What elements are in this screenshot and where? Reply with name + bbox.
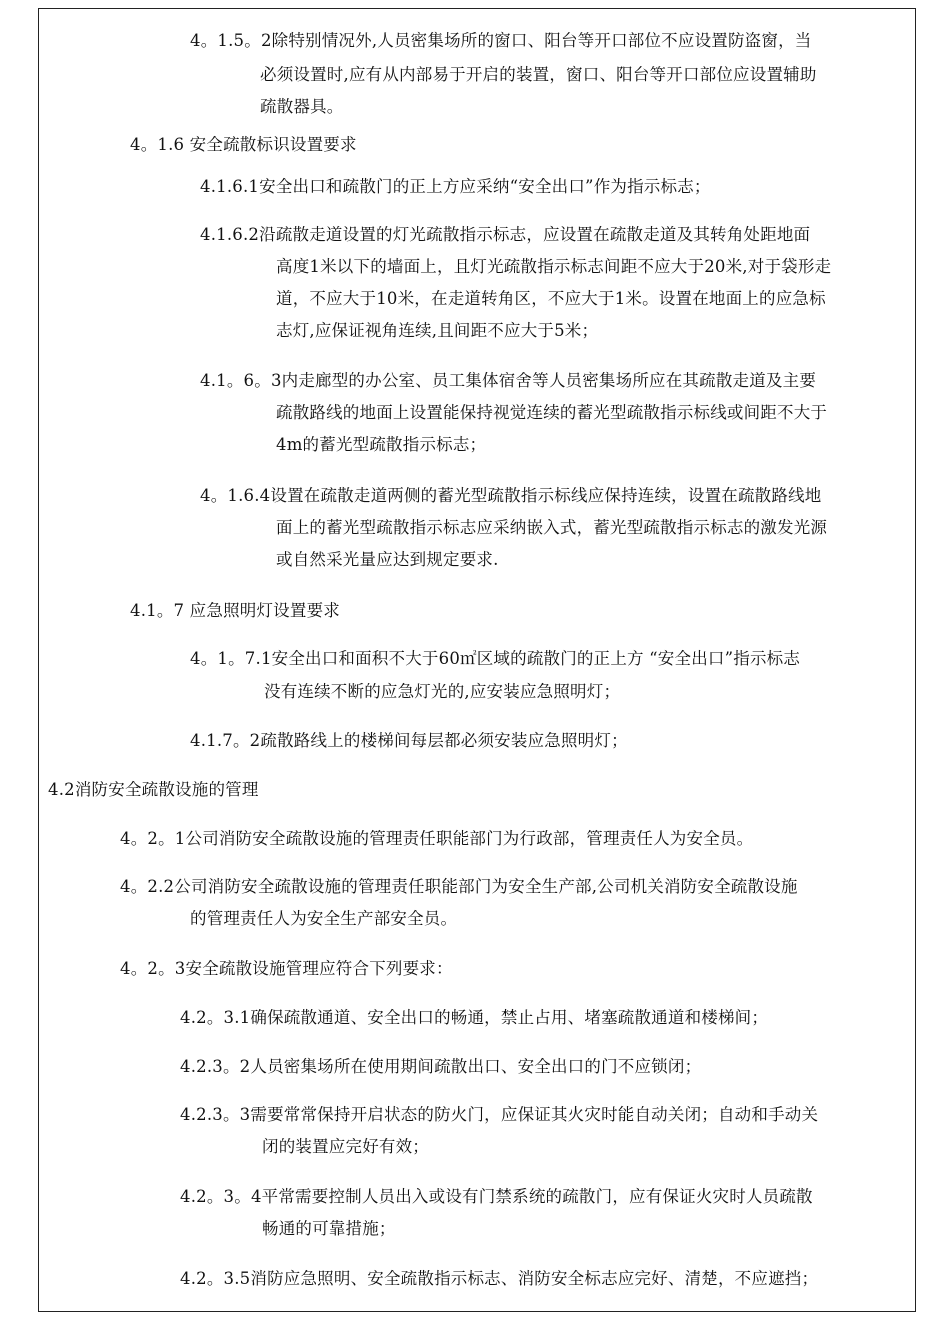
paragraph-4-2-3-5: 4.2。3.5消防应急照明、安全疏散指示标志、消防安全标志应完好、清楚，不应遮挡；	[180, 1269, 819, 1288]
paragraph-4-2-3-1: 4.2。3.1确保疏散通道、安全出口的畅通，禁止占用、堵塞疏散通道和楼梯间；	[180, 1008, 769, 1027]
text-line: 必须设置时,应有从内部易于开启的装置，窗口、阳台等开口部位应设置辅助	[260, 65, 817, 84]
text-line: 志灯,应保证视角连续,且间距不应大于5米；	[276, 321, 599, 340]
paragraph-4-1-7-2: 4.1.7。2疏散路线上的楼梯间每层都必须安装应急照明灯；	[190, 731, 628, 750]
text-line: 疏散器具。	[260, 97, 344, 116]
text-line: 的管理责任人为安全生产部安全员。	[190, 909, 458, 928]
paragraph-4-1-6-1: 4.1.6.1安全出口和疏散门的正上方应采纳“安全出口”作为指示标志；	[200, 177, 711, 196]
text-line: 道，不应大于10米，在走道转角区，不应大于1米。设置在地面上的应急标	[276, 289, 826, 308]
text-line: 没有连续不断的应急灯光的,应安装应急照明灯；	[264, 682, 621, 701]
text-line: 或自然采光量应达到规定要求.	[276, 550, 499, 569]
section-heading-4-2: 4.2消防安全疏散设施的管理	[48, 780, 259, 799]
section-heading-4-1-7: 4.1。7 应急照明灯设置要求	[130, 601, 340, 620]
section-heading-4-1-6: 4。1.6 安全疏散标识设置要求	[130, 135, 357, 154]
text-line: 闭的装置应完好有效；	[262, 1137, 429, 1156]
text-line: 4.2.3。3需要常常保持开启状态的防火门，应保证其火灾时能自动关闭；自动和手动关	[180, 1105, 819, 1124]
text-line: 4.1。6。3内走廊型的办公室、员工集体宿舍等人员密集场所应在其疏散走道及主要	[200, 371, 817, 390]
text-line: 4。2.2公司消防安全疏散设施的管理责任职能部门为安全生产部,公司机关消防安全疏散设施	[120, 877, 798, 896]
text-line: 面上的蓄光型疏散指示标志应采纳嵌入式，蓄光型疏散指示标志的激发光源	[276, 518, 828, 537]
text-line: 疏散路线的地面上设置能保持视觉连续的蓄光型疏散指示标线或间距不大于	[276, 403, 828, 422]
text-line: 4。1.5。2除特别情况外,人员密集场所的窗口、阳台等开口部位不应设置防盗窗，当	[190, 31, 812, 50]
text-line: 4。1.6.4设置在疏散走道两侧的蓄光型疏散指示标线应保持连续，设置在疏散路线地	[200, 486, 822, 505]
text-line: 4。1。7.1安全出口和面积不大于60㎡区域的疏散门的正上方 “安全出口”指示标志	[190, 649, 801, 668]
text-line: 畅通的可靠措施；	[262, 1219, 396, 1238]
paragraph-4-2-3: 4。2。3安全疏散设施管理应符合下列要求：	[120, 959, 453, 978]
text-line: 高度1米以下的墙面上，且灯光疏散指示标志间距不应大于20米,对于袋形走	[276, 257, 832, 276]
text-line: 4.1.6.2沿疏散走道设置的灯光疏散指示标志，应设置在疏散走道及其转角处距地面	[200, 225, 811, 244]
paragraph-4-2-3-2: 4.2.3。2人员密集场所在使用期间疏散出口、安全出口的门不应锁闭；	[180, 1057, 702, 1076]
text-line: 4m的蓄光型疏散指示标志；	[276, 435, 487, 454]
paragraph-4-2-1: 4。2。1公司消防安全疏散设施的管理责任职能部门为行政部，管理责任人为安全员。	[120, 829, 754, 848]
text-line: 4.2。3。4平常需要控制人员出入或设有门禁系统的疏散门，应有保证火灾时人员疏散	[180, 1187, 813, 1206]
